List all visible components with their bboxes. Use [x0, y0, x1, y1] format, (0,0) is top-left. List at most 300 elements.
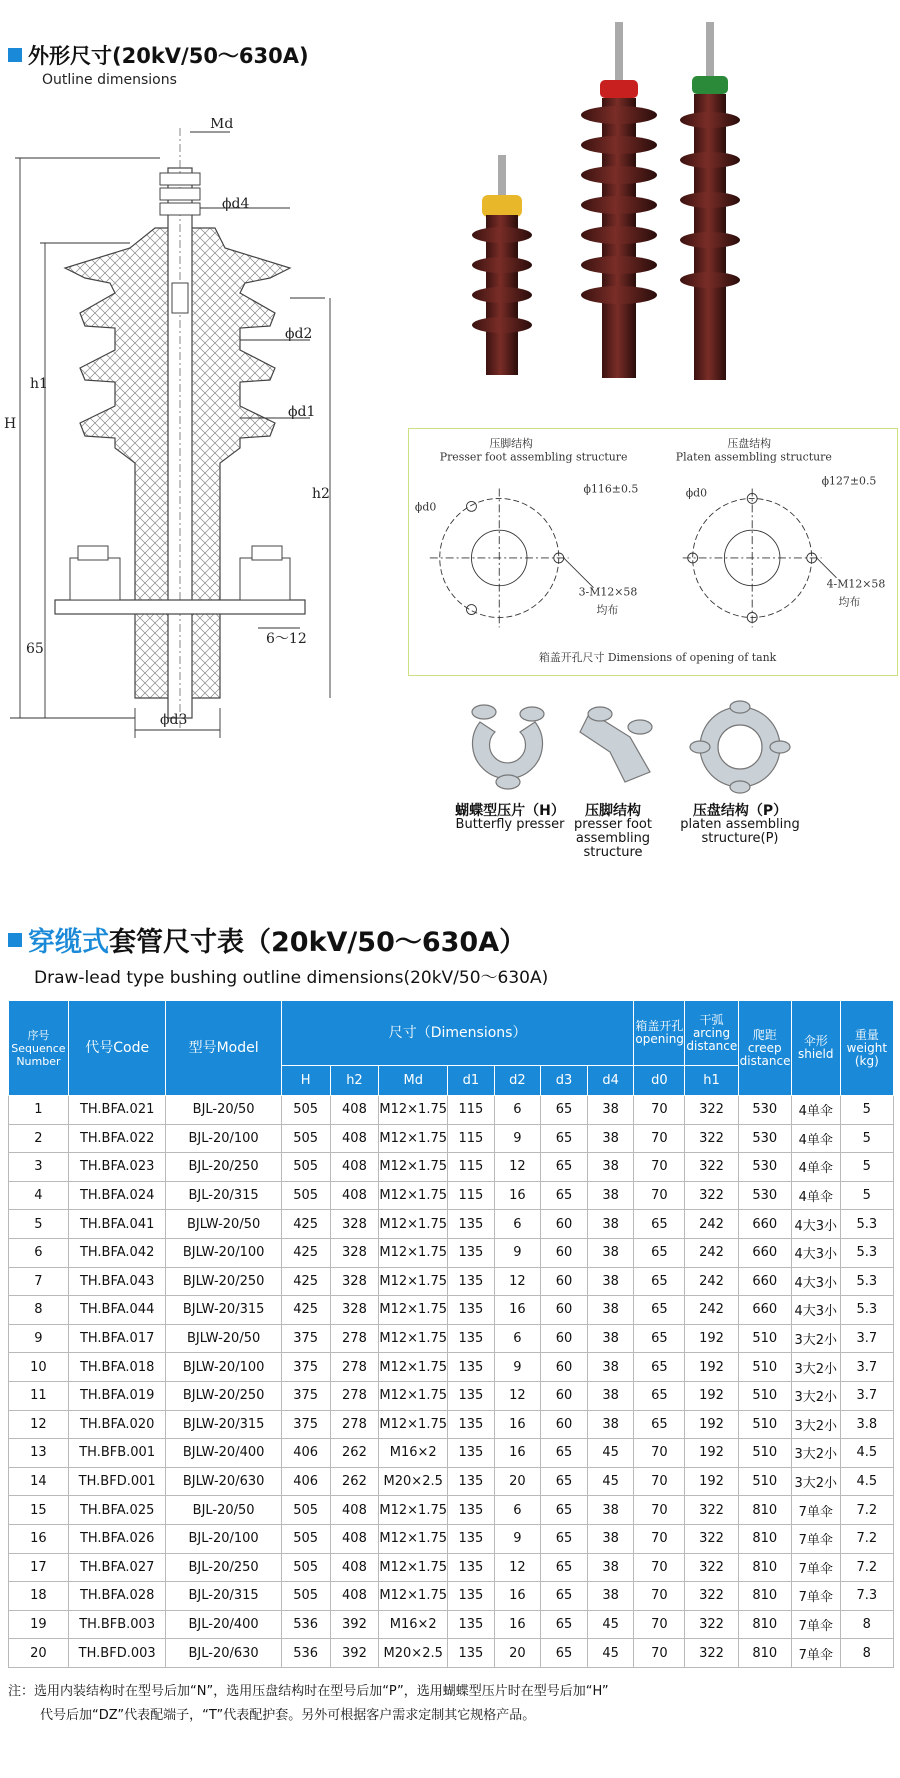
table-cell: BJLW-20/50: [166, 1324, 281, 1353]
table-cell: 38: [587, 1524, 634, 1553]
table-cell: 12: [9, 1410, 69, 1439]
right-d0: ϕd0: [685, 486, 708, 500]
table-cell: 3.8: [840, 1410, 893, 1439]
table-cell: 18: [9, 1582, 69, 1611]
table-cell: TH.BFD.001: [68, 1467, 166, 1496]
part-butterfly: 蝴蝶型压片（H） Butterfly presser: [455, 803, 565, 832]
table-cell: 7.2: [840, 1524, 893, 1553]
table-cell: M12×1.75: [379, 1181, 448, 1210]
table-cell: 328: [330, 1267, 379, 1296]
table-cell: 375: [281, 1324, 330, 1353]
table-row: [9, 1324, 894, 1353]
table-cell: 20: [494, 1467, 541, 1496]
table-cell: TH.BFA.027: [68, 1553, 166, 1582]
part-presser-foot: 压脚结构 presser foot assembling structure: [574, 803, 652, 860]
table-cell: 16: [494, 1439, 541, 1468]
table-row: [9, 1181, 894, 1210]
table-cell: 4大3小: [791, 1210, 840, 1239]
table-cell: 322: [685, 1181, 738, 1210]
table-cell: TH.BFA.017: [68, 1324, 166, 1353]
th-d2: d2: [494, 1066, 541, 1096]
table-cell: 14: [9, 1467, 69, 1496]
table-row: [9, 1096, 894, 1125]
table-cell: 510: [738, 1381, 791, 1410]
table-cell: 660: [738, 1238, 791, 1267]
left-holes: 3-M12×58: [578, 585, 638, 599]
th-dims: 尺寸（Dimensions）: [281, 1001, 634, 1066]
table-cell: 3大2小: [791, 1324, 840, 1353]
table-cell: 1: [9, 1096, 69, 1125]
section2-title-blue: 穿缆式: [28, 927, 109, 958]
table-cell: 65: [541, 1639, 588, 1668]
table-cell: 425: [281, 1210, 330, 1239]
part-platen: 压盘结构（P） platen assembling structure(P): [680, 803, 800, 846]
label-h1: h1: [30, 376, 48, 392]
th-d3: d3: [541, 1066, 588, 1096]
table-cell: 70: [634, 1639, 685, 1668]
table-cell: M12×1.75: [379, 1238, 448, 1267]
table-cell: 135: [448, 1410, 495, 1439]
table-cell: 425: [281, 1238, 330, 1267]
table-cell: 192: [685, 1324, 738, 1353]
table-cell: 392: [330, 1639, 379, 1668]
table-cell: 536: [281, 1639, 330, 1668]
table-cell: 38: [587, 1124, 634, 1153]
table-cell: BJL-20/100: [166, 1124, 281, 1153]
table-cell: 3大2小: [791, 1353, 840, 1382]
table-cell: 328: [330, 1296, 379, 1325]
table-cell: BJLW-20/50: [166, 1210, 281, 1239]
table-cell: 4单伞: [791, 1153, 840, 1182]
spec-table: [8, 1000, 894, 1668]
table-cell: 12: [494, 1267, 541, 1296]
table-cell: BJL-20/250: [166, 1153, 281, 1182]
table-cell: 322: [685, 1639, 738, 1668]
table-cell: 408: [330, 1496, 379, 1525]
table-cell: 7单伞: [791, 1639, 840, 1668]
table-cell: 11: [9, 1381, 69, 1410]
table-cell: 135: [448, 1381, 495, 1410]
table-cell: 20: [494, 1639, 541, 1668]
table-cell: 6: [494, 1324, 541, 1353]
table-cell: 4单伞: [791, 1124, 840, 1153]
table-cell: 408: [330, 1124, 379, 1153]
table-cell: 9: [494, 1353, 541, 1382]
outline-drawing: [0, 118, 400, 838]
table-cell: 70: [634, 1610, 685, 1639]
table-cell: 660: [738, 1210, 791, 1239]
table-cell: 3: [9, 1153, 69, 1182]
table-cell: 65: [541, 1467, 588, 1496]
table-cell: M12×1.75: [379, 1353, 448, 1382]
table-cell: 135: [448, 1439, 495, 1468]
table-cell: 425: [281, 1296, 330, 1325]
table-cell: 16: [494, 1410, 541, 1439]
table-cell: 135: [448, 1324, 495, 1353]
th-creep: 爬距 creep distance: [738, 1001, 791, 1096]
table-cell: 12: [494, 1381, 541, 1410]
table-cell: 4大3小: [791, 1238, 840, 1267]
table-cell: 60: [541, 1324, 588, 1353]
table-row: [9, 1496, 894, 1525]
table-cell: 65: [634, 1381, 685, 1410]
th-Md: Md: [379, 1066, 448, 1096]
table-cell: BJLW-20/100: [166, 1353, 281, 1382]
table-cell: 10: [9, 1353, 69, 1382]
section1-heading: [8, 40, 309, 88]
table-cell: TH.BFA.022: [68, 1124, 166, 1153]
table-cell: 278: [330, 1410, 379, 1439]
table-cell: 322: [685, 1096, 738, 1125]
table-cell: 322: [685, 1610, 738, 1639]
table-cell: 16: [494, 1582, 541, 1611]
right-title-en: Platen assembling structure: [675, 450, 832, 464]
table-cell: 135: [448, 1353, 495, 1382]
section2-heading: [8, 920, 548, 988]
table-cell: 70: [634, 1181, 685, 1210]
table-cell: 3大2小: [791, 1381, 840, 1410]
table-cell: 38: [587, 1496, 634, 1525]
table-cell: 4大3小: [791, 1296, 840, 1325]
table-cell: 505: [281, 1496, 330, 1525]
table-cell: 408: [330, 1181, 379, 1210]
table-cell: M16×2: [379, 1610, 448, 1639]
label-d4: ϕd4: [222, 196, 250, 212]
table-cell: 3.7: [840, 1324, 893, 1353]
table-cell: 660: [738, 1296, 791, 1325]
table-cell: 135: [448, 1496, 495, 1525]
table-cell: 242: [685, 1296, 738, 1325]
th-d4: d4: [587, 1066, 634, 1096]
table-cell: 6: [494, 1210, 541, 1239]
table-row: [9, 1153, 894, 1182]
table-row: [9, 1639, 894, 1668]
table-cell: 4: [9, 1181, 69, 1210]
table-cell: 7.2: [840, 1553, 893, 1582]
table-cell: 810: [738, 1639, 791, 1668]
section-marker: [8, 48, 22, 62]
table-cell: BJL-20/630: [166, 1639, 281, 1668]
table-cell: 375: [281, 1410, 330, 1439]
left-even: 均布: [596, 603, 619, 617]
table-cell: 70: [634, 1553, 685, 1582]
table-cell: TH.BFA.021: [68, 1096, 166, 1125]
table-cell: TH.BFB.001: [68, 1439, 166, 1468]
table-cell: 8: [840, 1610, 893, 1639]
table-cell: 60: [541, 1353, 588, 1382]
table-row: [9, 1124, 894, 1153]
table-cell: 115: [448, 1124, 495, 1153]
label-range: 6～12: [266, 631, 307, 647]
table-cell: 5: [9, 1210, 69, 1239]
th-code: 代号Code: [68, 1001, 166, 1096]
table-cell: BJL-20/50: [166, 1096, 281, 1125]
table-cell: 70: [634, 1496, 685, 1525]
table-cell: 530: [738, 1153, 791, 1182]
table-cell: 65: [634, 1267, 685, 1296]
table-cell: 536: [281, 1610, 330, 1639]
footnote-line1: 注：选用内装结构时在型号后加“N”，选用压盘结构时在型号后加“P”，选用蝴蝶型压片时在型号后加“H”: [8, 1684, 609, 1699]
table-cell: M12×1.75: [379, 1096, 448, 1125]
table-cell: 4大3小: [791, 1267, 840, 1296]
table-cell: M16×2: [379, 1439, 448, 1468]
label-d2: ϕd2: [285, 326, 313, 342]
table-cell: 6: [9, 1238, 69, 1267]
table-row: [9, 1410, 894, 1439]
table-cell: 510: [738, 1410, 791, 1439]
table-cell: 278: [330, 1381, 379, 1410]
table-cell: TH.BFA.018: [68, 1353, 166, 1382]
th-h2: h2: [330, 1066, 379, 1096]
th-d1: d1: [448, 1066, 495, 1096]
table-cell: 505: [281, 1153, 330, 1182]
table-cell: 65: [634, 1324, 685, 1353]
bushing-small-photo: [472, 155, 532, 375]
table-cell: BJLW-20/250: [166, 1381, 281, 1410]
table-cell: 5.3: [840, 1296, 893, 1325]
table-cell: 16: [494, 1181, 541, 1210]
table-cell: M12×1.75: [379, 1381, 448, 1410]
table-row: [9, 1353, 894, 1382]
table-row: [9, 1210, 894, 1239]
table-cell: 406: [281, 1439, 330, 1468]
table-cell: 65: [634, 1353, 685, 1382]
table-cell: 322: [685, 1553, 738, 1582]
table-cell: 15: [9, 1496, 69, 1525]
table-cell: 7单伞: [791, 1582, 840, 1611]
table-cell: 6: [494, 1096, 541, 1125]
label-md: Md: [210, 118, 234, 132]
table-cell: 65: [541, 1496, 588, 1525]
table-cell: 192: [685, 1467, 738, 1496]
table-cell: 810: [738, 1553, 791, 1582]
table-cell: 38: [587, 1553, 634, 1582]
table-cell: M12×1.75: [379, 1582, 448, 1611]
table-cell: M12×1.75: [379, 1496, 448, 1525]
table-cell: 135: [448, 1267, 495, 1296]
table-cell: TH.BFA.020: [68, 1410, 166, 1439]
table-cell: 505: [281, 1553, 330, 1582]
table-cell: 65: [541, 1439, 588, 1468]
section-marker: [8, 933, 22, 947]
table-cell: 510: [738, 1353, 791, 1382]
table-cell: M12×1.75: [379, 1524, 448, 1553]
table-cell: 408: [330, 1096, 379, 1125]
table-cell: M12×1.75: [379, 1153, 448, 1182]
th-d0: d0: [634, 1066, 685, 1096]
table-cell: 9: [494, 1124, 541, 1153]
th-H: H: [281, 1066, 330, 1096]
table-cell: 65: [541, 1153, 588, 1182]
section1-title: 外形尺寸(20kV/50～630A): [28, 44, 309, 68]
table-cell: 135: [448, 1553, 495, 1582]
table-cell: 65: [541, 1553, 588, 1582]
table-row: [9, 1582, 894, 1611]
table-cell: BJLW-20/315: [166, 1410, 281, 1439]
table-row: [9, 1296, 894, 1325]
table-row: [9, 1553, 894, 1582]
table-row: [9, 1267, 894, 1296]
table-cell: 16: [494, 1296, 541, 1325]
table-cell: 3大2小: [791, 1410, 840, 1439]
table-cell: 45: [587, 1467, 634, 1496]
section2-title-rest: 套管尺寸表（20kV/50～630A）: [109, 927, 527, 958]
table-cell: 7.2: [840, 1496, 893, 1525]
table-cell: 65: [541, 1096, 588, 1125]
table-cell: 505: [281, 1124, 330, 1153]
table-cell: 2: [9, 1124, 69, 1153]
table-cell: 6: [494, 1496, 541, 1525]
table-cell: 45: [587, 1610, 634, 1639]
table-cell: 505: [281, 1181, 330, 1210]
table-cell: 38: [587, 1410, 634, 1439]
table-row: [9, 1381, 894, 1410]
table-cell: 70: [634, 1124, 685, 1153]
table-cell: 4.5: [840, 1439, 893, 1468]
table-cell: TH.BFA.024: [68, 1181, 166, 1210]
th-weight: 重量 weight (kg): [840, 1001, 893, 1096]
table-cell: 262: [330, 1439, 379, 1468]
footnote-line2: 代号后加“DZ”代表配端子，“T”代表配护套。另外可根据客户需求定制其它规格产品。: [40, 1708, 536, 1723]
table-cell: 322: [685, 1124, 738, 1153]
table-cell: 70: [634, 1467, 685, 1496]
table-cell: 408: [330, 1553, 379, 1582]
table-cell: 810: [738, 1582, 791, 1611]
table-cell: 5.3: [840, 1238, 893, 1267]
accessory-parts: [440, 682, 900, 872]
table-cell: 135: [448, 1524, 495, 1553]
table-cell: 322: [685, 1524, 738, 1553]
table-cell: 135: [448, 1582, 495, 1611]
table-cell: 278: [330, 1353, 379, 1382]
right-holes: 4-M12×58: [826, 577, 886, 591]
table-cell: 65: [541, 1610, 588, 1639]
label-d1: ϕd1: [288, 404, 316, 420]
table-cell: 192: [685, 1410, 738, 1439]
table-cell: 408: [330, 1153, 379, 1182]
table-cell: 12: [494, 1553, 541, 1582]
table-row: [9, 1439, 894, 1468]
table-cell: BJL-20/50: [166, 1496, 281, 1525]
table-cell: 192: [685, 1353, 738, 1382]
table-cell: 505: [281, 1096, 330, 1125]
table-cell: 510: [738, 1467, 791, 1496]
table-cell: BJLW-20/315: [166, 1296, 281, 1325]
table-cell: 70: [634, 1582, 685, 1611]
tank-opening-panel: [408, 428, 898, 676]
table-cell: 38: [587, 1181, 634, 1210]
table-cell: 328: [330, 1238, 379, 1267]
table-cell: 65: [634, 1410, 685, 1439]
tank-caption: 箱盖开孔尺寸 Dimensions of opening of tank: [538, 651, 777, 665]
table-cell: 135: [448, 1210, 495, 1239]
table-cell: 425: [281, 1267, 330, 1296]
table-cell: M12×1.75: [379, 1296, 448, 1325]
table-cell: 5: [840, 1153, 893, 1182]
table-row: [9, 1524, 894, 1553]
table-cell: 38: [587, 1353, 634, 1382]
table-cell: 3.7: [840, 1381, 893, 1410]
table-cell: 38: [587, 1267, 634, 1296]
table-cell: 4单伞: [791, 1181, 840, 1210]
table-cell: 38: [587, 1296, 634, 1325]
right-dia: ϕ127±0.5: [821, 474, 877, 488]
table-cell: 530: [738, 1124, 791, 1153]
table-cell: 65: [634, 1238, 685, 1267]
table-cell: 135: [448, 1467, 495, 1496]
table-cell: 135: [448, 1296, 495, 1325]
table-cell: 45: [587, 1439, 634, 1468]
table-cell: 9: [9, 1324, 69, 1353]
table-cell: 65: [541, 1181, 588, 1210]
table-cell: M12×1.75: [379, 1124, 448, 1153]
table-cell: 16: [9, 1524, 69, 1553]
table-cell: 7单伞: [791, 1496, 840, 1525]
table-cell: 530: [738, 1096, 791, 1125]
table-cell: 7: [9, 1267, 69, 1296]
bushing-large-photo: [680, 22, 740, 380]
table-cell: M12×1.75: [379, 1324, 448, 1353]
table-cell: 322: [685, 1496, 738, 1525]
left-d0: ϕd0: [414, 500, 437, 514]
left-title-en: Presser foot assembling structure: [439, 450, 628, 464]
table-cell: 7单伞: [791, 1553, 840, 1582]
table-cell: 70: [634, 1524, 685, 1553]
table-cell: 5.3: [840, 1210, 893, 1239]
table-cell: 810: [738, 1524, 791, 1553]
th-arcing: 干弧 arcing distance: [685, 1001, 738, 1066]
table-cell: 17: [9, 1553, 69, 1582]
table-cell: TH.BFA.044: [68, 1296, 166, 1325]
table-cell: 505: [281, 1524, 330, 1553]
table-cell: 70: [634, 1096, 685, 1125]
table-cell: 660: [738, 1267, 791, 1296]
table-cell: TH.BFB.003: [68, 1610, 166, 1639]
table-cell: 392: [330, 1610, 379, 1639]
table-cell: 406: [281, 1467, 330, 1496]
table-row: [9, 1467, 894, 1496]
label-h: H: [4, 416, 17, 432]
table-cell: 38: [587, 1153, 634, 1182]
table-cell: 45: [587, 1639, 634, 1668]
table-cell: 4.5: [840, 1467, 893, 1496]
th-seq: 序号 Sequence Number: [9, 1001, 69, 1096]
right-even: 均布: [838, 595, 861, 609]
section2-subtitle: Draw-lead type bushing outline dimensions(20kV/50～630A): [34, 968, 549, 988]
footnote: [8, 1680, 888, 1728]
table-cell: 38: [587, 1582, 634, 1611]
th-h1: h1: [685, 1066, 738, 1096]
table-cell: 530: [738, 1181, 791, 1210]
section1-subtitle: Outline dimensions: [42, 72, 177, 88]
right-title-cn: 压盘结构: [727, 436, 772, 450]
table-cell: 115: [448, 1096, 495, 1125]
table-cell: 135: [448, 1238, 495, 1267]
table-cell: TH.BFA.023: [68, 1153, 166, 1182]
table-cell: TH.BFA.043: [68, 1267, 166, 1296]
table-cell: 242: [685, 1238, 738, 1267]
table-cell: 375: [281, 1353, 330, 1382]
table-cell: 278: [330, 1324, 379, 1353]
table-cell: 60: [541, 1296, 588, 1325]
table-cell: BJL-20/100: [166, 1524, 281, 1553]
table-cell: 810: [738, 1610, 791, 1639]
table-cell: 38: [587, 1381, 634, 1410]
table-cell: 322: [685, 1153, 738, 1182]
table-cell: M12×1.75: [379, 1210, 448, 1239]
table-cell: 7单伞: [791, 1524, 840, 1553]
table-cell: 242: [685, 1267, 738, 1296]
